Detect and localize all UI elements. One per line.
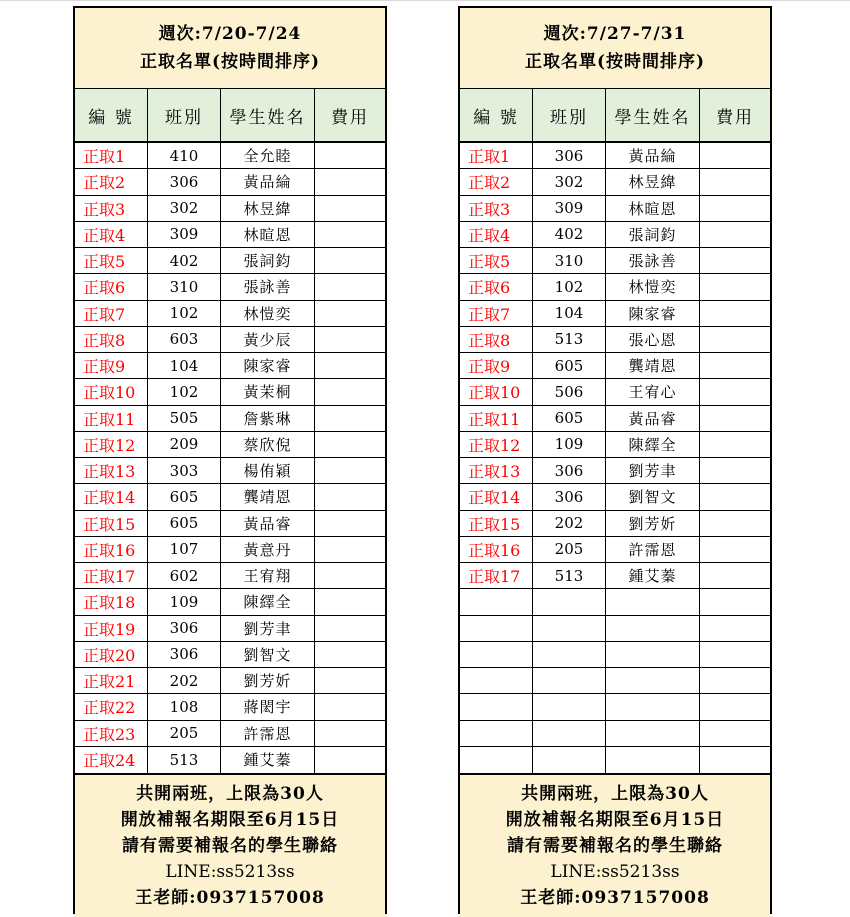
admission-number: 正取6: [75, 274, 148, 299]
fee-cell: [315, 248, 385, 273]
fee-cell: [315, 484, 385, 509]
student-name: 劉智文: [221, 642, 315, 667]
class-limit-note: 共開兩班，上限為30人: [136, 784, 324, 804]
admission-number: 正取12: [75, 432, 148, 457]
class-code: 202: [533, 511, 606, 536]
table-row: [75, 169, 385, 195]
admission-number: [460, 642, 533, 667]
sheet-gridline: [0, 0, 850, 1]
class-code: [533, 589, 606, 614]
roster-panel-week2: [458, 6, 772, 914]
class-code: 209: [148, 432, 221, 457]
student-name: 林暄恩: [606, 196, 700, 221]
class-code: 310: [533, 248, 606, 273]
class-code: 109: [148, 589, 221, 614]
admission-number: [460, 589, 533, 614]
student-name: 詹紫琳: [221, 406, 315, 431]
student-name: 蔣閎宇: [221, 694, 315, 719]
student-name: [606, 721, 700, 746]
column-header-number: 編 號: [460, 89, 533, 141]
table-row: [75, 694, 385, 720]
admission-number: 正取22: [75, 694, 148, 719]
class-code: 309: [148, 222, 221, 247]
table-row: [75, 196, 385, 222]
student-name: 林暄恩: [221, 222, 315, 247]
table-row: [460, 353, 770, 379]
table-row: [75, 721, 385, 747]
admission-number: 正取24: [75, 747, 148, 773]
table-row: [460, 694, 770, 720]
student-name: 王宥翔: [221, 563, 315, 588]
table-row: [460, 537, 770, 563]
student-name: 黃少辰: [221, 327, 315, 352]
fee-cell: [700, 721, 770, 746]
admission-number: 正取17: [460, 563, 533, 588]
class-code: 410: [148, 143, 221, 168]
class-code: 109: [533, 432, 606, 457]
class-code: 107: [148, 537, 221, 562]
class-code: 205: [533, 537, 606, 562]
table-row: [75, 668, 385, 694]
fee-cell: [315, 537, 385, 562]
class-code: 306: [533, 458, 606, 483]
table-row: [75, 537, 385, 563]
admission-number: 正取1: [460, 143, 533, 168]
fee-cell: [315, 196, 385, 221]
class-code: 310: [148, 274, 221, 299]
table-row: [75, 248, 385, 274]
fee-cell: [700, 169, 770, 194]
week-title: 週次:7/20-7/24: [158, 24, 302, 44]
table-row: [460, 432, 770, 458]
admission-number: 正取13: [460, 458, 533, 483]
student-name: 黃品綸: [606, 143, 700, 168]
fee-cell: [700, 406, 770, 431]
column-header-number: 編 號: [75, 89, 148, 141]
fee-cell: [700, 694, 770, 719]
student-name: 劉芳妡: [221, 668, 315, 693]
table-row: [75, 642, 385, 668]
student-name: 王宥心: [606, 379, 700, 404]
table-row: [75, 301, 385, 327]
fee-cell: [315, 668, 385, 693]
column-header-class: 班別: [148, 89, 221, 141]
student-name: 黃品睿: [221, 511, 315, 536]
class-code: 104: [148, 353, 221, 378]
student-name: 陳繹全: [606, 432, 700, 457]
class-code: 102: [148, 379, 221, 404]
admission-number: 正取6: [460, 274, 533, 299]
table-row: [460, 668, 770, 694]
roster-table-body: [460, 143, 770, 773]
student-name: 黃品睿: [606, 406, 700, 431]
admission-number: 正取19: [75, 616, 148, 641]
roster-panel-week1: [73, 6, 387, 914]
teacher-phone: 王老師:0937157008: [135, 888, 325, 908]
table-row: [460, 406, 770, 432]
table-row: [460, 379, 770, 405]
table-row: [460, 143, 770, 169]
table-row: [460, 222, 770, 248]
admission-number: 正取8: [460, 327, 533, 352]
admission-number: 正取15: [460, 511, 533, 536]
student-name: 許霈恩: [221, 721, 315, 746]
list-subtitle: 正取名單(按時間排序): [524, 52, 706, 72]
roster-table-body: [75, 143, 385, 773]
student-name: 林昱緯: [606, 169, 700, 194]
admission-number: 正取16: [460, 537, 533, 562]
student-name: 全允睦: [221, 143, 315, 168]
table-row: [460, 327, 770, 353]
class-code: 104: [533, 301, 606, 326]
class-code: [533, 668, 606, 693]
line-id: LINE:ss5213ss: [550, 862, 680, 882]
student-name: 蔡欣倪: [221, 432, 315, 457]
deadline-note: 開放補報名期限至6月15日: [120, 810, 340, 830]
class-code: 506: [533, 379, 606, 404]
admission-number: 正取4: [75, 222, 148, 247]
fee-cell: [315, 432, 385, 457]
admission-number: 正取15: [75, 511, 148, 536]
admission-number: 正取14: [75, 484, 148, 509]
panel-header: [460, 8, 770, 89]
admission-number: 正取7: [75, 301, 148, 326]
fee-cell: [315, 589, 385, 614]
student-name: 林昱緯: [221, 196, 315, 221]
class-code: 505: [148, 406, 221, 431]
student-name: 林愷奕: [221, 301, 315, 326]
class-code: 102: [148, 301, 221, 326]
table-row: [75, 327, 385, 353]
class-code: 306: [148, 616, 221, 641]
student-name: 龔靖恩: [221, 484, 315, 509]
fee-cell: [700, 484, 770, 509]
student-name: 陳家睿: [221, 353, 315, 378]
admission-number: 正取8: [75, 327, 148, 352]
fee-cell: [315, 169, 385, 194]
student-name: 劉智文: [606, 484, 700, 509]
student-name: [606, 642, 700, 667]
student-name: 黃茉桐: [221, 379, 315, 404]
admission-number: 正取16: [75, 537, 148, 562]
fee-cell: [315, 143, 385, 168]
table-row: [460, 274, 770, 300]
class-code: 602: [148, 563, 221, 588]
class-code: 605: [533, 406, 606, 431]
panel-header: [75, 8, 385, 89]
table-row: [460, 747, 770, 773]
class-code: 303: [148, 458, 221, 483]
fee-cell: [315, 353, 385, 378]
admission-number: 正取21: [75, 668, 148, 693]
table-row: [75, 458, 385, 484]
class-code: 513: [148, 747, 221, 773]
class-code: 205: [148, 721, 221, 746]
admission-number: 正取10: [460, 379, 533, 404]
fee-cell: [315, 642, 385, 667]
admission-number: 正取11: [460, 406, 533, 431]
table-row: [75, 589, 385, 615]
fee-cell: [700, 301, 770, 326]
fee-cell: [315, 694, 385, 719]
fee-cell: [700, 353, 770, 378]
week-title: 週次:7/27-7/31: [543, 24, 687, 44]
admission-number: [460, 668, 533, 693]
fee-cell: [315, 458, 385, 483]
student-name: 黃品綸: [221, 169, 315, 194]
admission-number: 正取3: [460, 196, 533, 221]
class-code: [533, 721, 606, 746]
admission-number: 正取17: [75, 563, 148, 588]
student-name: 林愷奕: [606, 274, 700, 299]
fee-cell: [700, 668, 770, 693]
student-name: [606, 747, 700, 773]
fee-cell: [315, 616, 385, 641]
class-code: 306: [148, 642, 221, 667]
fee-cell: [315, 222, 385, 247]
class-code: 309: [533, 196, 606, 221]
table-row: [75, 143, 385, 169]
student-name: 黃意丹: [221, 537, 315, 562]
table-row: [460, 169, 770, 195]
fee-cell: [315, 379, 385, 404]
admission-number: [460, 747, 533, 773]
student-name: 張心恩: [606, 327, 700, 352]
column-header-fee: 費用: [716, 107, 754, 128]
table-row: [75, 379, 385, 405]
table-row: [75, 406, 385, 432]
class-code: [533, 642, 606, 667]
fee-cell: [700, 642, 770, 667]
class-code: 306: [533, 484, 606, 509]
student-name: 鍾艾蓁: [221, 747, 315, 773]
table-row: [460, 511, 770, 537]
fee-cell: [315, 301, 385, 326]
admission-number: 正取5: [75, 248, 148, 273]
table-row: [75, 563, 385, 589]
table-row: [460, 458, 770, 484]
student-name: 劉芳聿: [221, 616, 315, 641]
table-row: [75, 274, 385, 300]
deadline-note: 開放補報名期限至6月15日: [505, 810, 725, 830]
fee-cell: [700, 222, 770, 247]
fee-cell: [700, 537, 770, 562]
table-row: [460, 196, 770, 222]
teacher-phone: 王老師:0937157008: [520, 888, 710, 908]
admission-number: 正取7: [460, 301, 533, 326]
student-name: 劉芳聿: [606, 458, 700, 483]
table-row: [75, 747, 385, 773]
admission-number: 正取11: [75, 406, 148, 431]
fee-cell: [315, 563, 385, 588]
class-code: 302: [148, 196, 221, 221]
class-code: 603: [148, 327, 221, 352]
fee-cell: [700, 563, 770, 588]
panel-footer-notice: [75, 773, 385, 917]
fee-cell: [700, 274, 770, 299]
fee-cell: [700, 196, 770, 221]
column-header-name: 學生姓名: [221, 89, 315, 141]
class-code: 513: [533, 327, 606, 352]
contact-note: 請有需要補報名的學生聯絡: [122, 836, 338, 856]
fee-cell: [700, 511, 770, 536]
admission-number: 正取9: [460, 353, 533, 378]
table-row: [460, 563, 770, 589]
fee-cell: [700, 589, 770, 614]
fee-cell: [315, 406, 385, 431]
student-name: 許霈恩: [606, 537, 700, 562]
panel-footer-notice: [460, 773, 770, 917]
table-row: [75, 484, 385, 510]
student-name: 楊侑穎: [221, 458, 315, 483]
student-name: [606, 589, 700, 614]
admission-number: 正取2: [460, 169, 533, 194]
table-row: [75, 511, 385, 537]
admission-number: [460, 694, 533, 719]
admission-number: [460, 616, 533, 641]
class-code: [533, 694, 606, 719]
admission-number: 正取12: [460, 432, 533, 457]
student-name: 張詠善: [221, 274, 315, 299]
admission-number: 正取3: [75, 196, 148, 221]
admission-number: 正取13: [75, 458, 148, 483]
student-name: 陳家睿: [606, 301, 700, 326]
class-code: 402: [148, 248, 221, 273]
class-code: 108: [148, 694, 221, 719]
admission-number: 正取18: [75, 589, 148, 614]
fee-cell: [700, 379, 770, 404]
admission-number: 正取23: [75, 721, 148, 746]
table-row: [75, 353, 385, 379]
table-row: [75, 222, 385, 248]
table-row: [460, 484, 770, 510]
class-code: 513: [533, 563, 606, 588]
admission-number: 正取10: [75, 379, 148, 404]
class-code: 102: [533, 274, 606, 299]
table-row: [460, 616, 770, 642]
fee-cell: [315, 274, 385, 299]
student-name: 陳繹全: [221, 589, 315, 614]
class-code: 306: [148, 169, 221, 194]
table-row: [460, 721, 770, 747]
class-limit-note: 共開兩班，上限為30人: [521, 784, 709, 804]
list-subtitle: 正取名單(按時間排序): [139, 52, 321, 72]
fee-cell: [700, 432, 770, 457]
class-code: 605: [148, 484, 221, 509]
contact-note: 請有需要補報名的學生聯絡: [507, 836, 723, 856]
fee-cell: [315, 327, 385, 352]
class-code: [533, 616, 606, 641]
fee-cell: [700, 616, 770, 641]
admission-number: 正取14: [460, 484, 533, 509]
admission-number: 正取9: [75, 353, 148, 378]
column-header-fee: 費用: [331, 107, 369, 128]
class-code: 302: [533, 169, 606, 194]
student-name: 張詠善: [606, 248, 700, 273]
class-code: 605: [533, 353, 606, 378]
fee-cell: [700, 458, 770, 483]
student-name: 張詞鈞: [606, 222, 700, 247]
table-row: [75, 616, 385, 642]
class-code: [533, 747, 606, 773]
student-name: 劉芳妡: [606, 511, 700, 536]
admission-number: 正取20: [75, 642, 148, 667]
student-name: 張詞鈞: [221, 248, 315, 273]
class-code: 605: [148, 511, 221, 536]
fee-cell: [315, 511, 385, 536]
admission-number: 正取1: [75, 143, 148, 168]
student-name: [606, 616, 700, 641]
fee-cell: [315, 721, 385, 746]
table-row: [460, 642, 770, 668]
class-code: 402: [533, 222, 606, 247]
class-code: 306: [533, 143, 606, 168]
student-name: 鍾艾蓁: [606, 563, 700, 588]
table-row: [75, 432, 385, 458]
fee-cell: [315, 747, 385, 773]
column-header-row: [75, 89, 385, 143]
column-header-class: 班別: [533, 89, 606, 141]
table-row: [460, 248, 770, 274]
fee-cell: [700, 248, 770, 273]
line-id: LINE:ss5213ss: [165, 862, 295, 882]
student-name: 龔靖恩: [606, 353, 700, 378]
column-header-row: [460, 89, 770, 143]
table-row: [460, 301, 770, 327]
admission-number: [460, 721, 533, 746]
fee-cell: [700, 747, 770, 773]
admission-number: 正取5: [460, 248, 533, 273]
student-name: [606, 668, 700, 693]
student-name: [606, 694, 700, 719]
admission-number: 正取2: [75, 169, 148, 194]
table-row: [460, 589, 770, 615]
column-header-name: 學生姓名: [606, 89, 700, 141]
fee-cell: [700, 327, 770, 352]
class-code: 202: [148, 668, 221, 693]
fee-cell: [700, 143, 770, 168]
admission-number: 正取4: [460, 222, 533, 247]
